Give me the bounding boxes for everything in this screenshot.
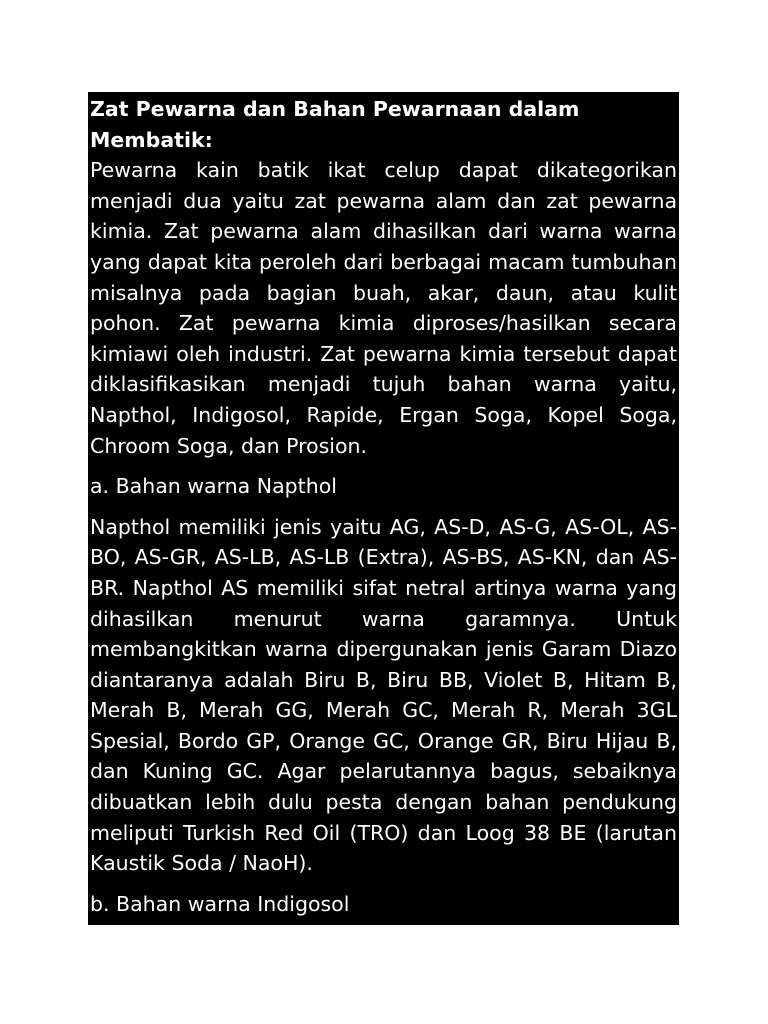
paragraph-gap (90, 461, 677, 471)
document-text-block (88, 92, 679, 925)
section-a-heading: a. Bahan warna Napthol (90, 474, 337, 499)
document-title: Zat Pewarna dan Bahan Pewarnaan dalam Membatik: (90, 97, 580, 152)
paragraph-gap (90, 502, 677, 512)
paragraph-gap (90, 879, 677, 889)
intro-paragraph: Pewarna kain batik ikat celup dapat dikategorikan menjadi dua yaitu zat pewarna alam dan zat pewarna kimia. Zat pewarna alam dihasilkan dari warna warna yang dapat kita peroleh dari berbagai macam tumbuhan misalnya pada bagian buah, akar, daun, atau kulit pohon. Zat pewarna kimia diproses/hasilkan secara kimiawi oleh industri. Zat pewarna kimia tersebut dapat diklasifikasikan menjadi tujuh bahan warna yaitu, Napthol, Indigosol, Rapide, Ergan Soga, Kopel Soga, Chroom Soga, dan Prosion. (90, 158, 677, 458)
section-a-paragraph: Napthol memiliki jenis yaitu AG, AS-D, AS-G, AS-OL, AS-BO, AS-GR, AS-LB, AS-LB (Extra), AS-BS, AS-KN, dan AS-BR. Napthol AS memiliki sifat netral artinya warna yang dihasilkan menurut warna garamnya. Untuk membangkitkan warna dipergunakan jenis Garam Diazo diantaranya adalah Biru B, Biru BB, Violet B, Hitam B, Merah B, Merah GG, Merah GC, Merah R, Merah 3GL Spesial, Bordo GP, Orange GC, Orange GR, Biru Hijau B, dan Kuning GC. Agar pelarutannya bagus, sebaiknya dibuatkan lebih dulu pesta dengan bahan pendukung meliputi Turkish Red Oil (TRO) dan Loog 38 BE (larutan Kaustik Soda / NaoH). (90, 514, 677, 876)
section-b-heading: b. Bahan warna Indigosol (90, 891, 350, 916)
